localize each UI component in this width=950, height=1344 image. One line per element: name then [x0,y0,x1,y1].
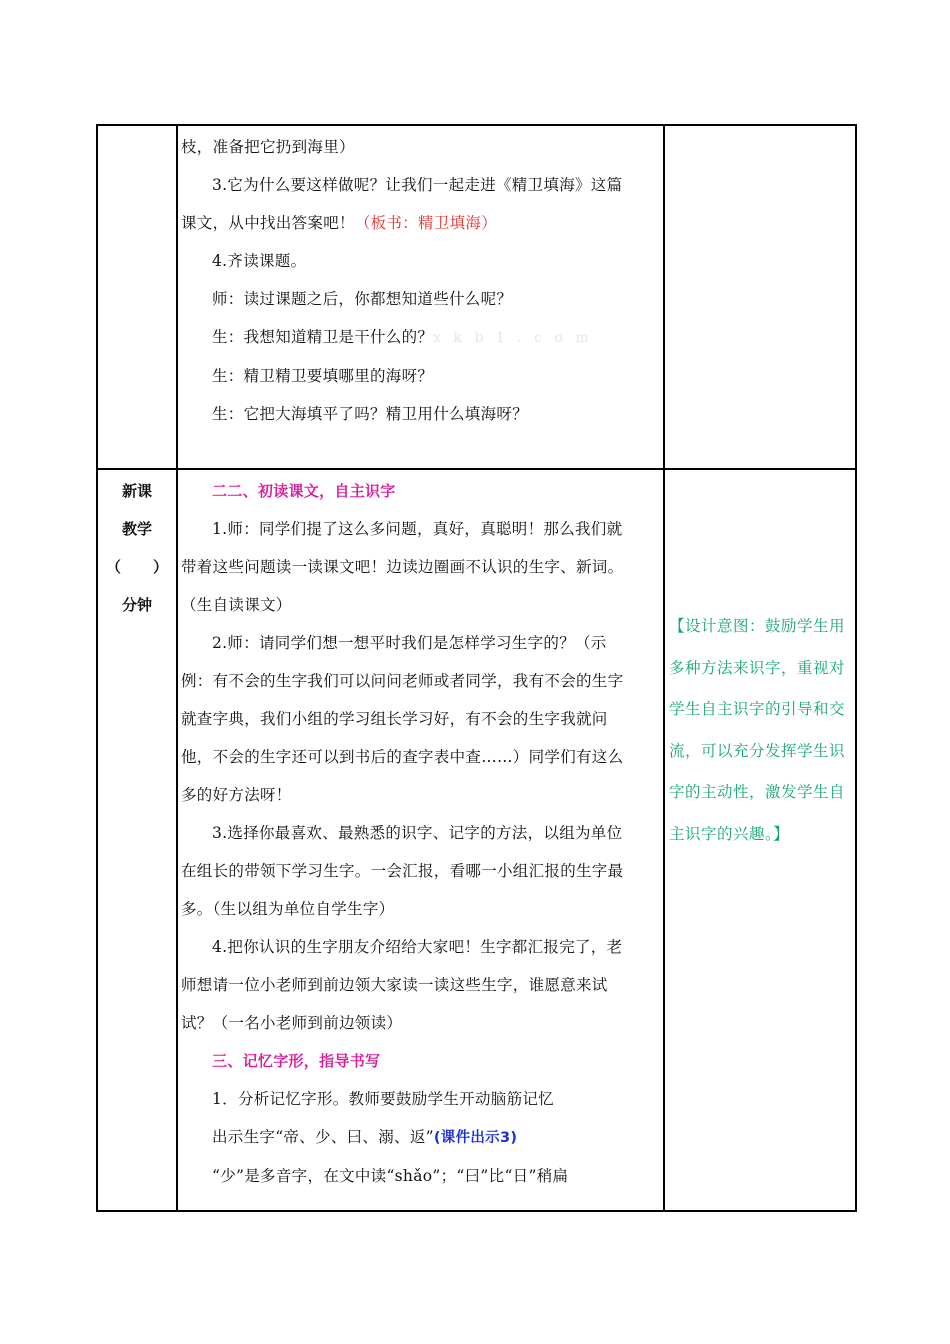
text-line: 3.它为什么要这样做呢？让我们一起走进《精卫填海》这篇 [212,176,623,194]
text-line: （生自读课文） [181,596,292,614]
courseware-note: (课件出示3) [433,1130,518,1146]
stage-label: 新课 [121,482,152,500]
table-row [97,125,856,469]
section-heading: 三、记忆字形，指导书写 [212,1052,381,1070]
text-line: 师想请一位小老师到前边领大家读一读这些生字，谁愿意来试 [181,976,608,994]
stage-label: 教学 [121,520,152,538]
design-intent-note: 【设计意图：鼓励学生用多种方法来识字，重视对学生自主识字的引导和交流，可以充分发挥学生识字的主动性，激发学生自主识字的兴趣。】 [669,617,846,843]
text-line: 枝，准备把它扔到海里） [181,138,355,156]
text-line: 多。（生以组为单位自学生字） [181,900,395,918]
text-line [181,1118,659,1157]
board-note: （板书：精卫填海） [354,214,498,232]
stage-cell [97,469,177,1211]
text-line: 师：读过课题之后，你都想知道些什么呢？ [212,290,513,308]
watermark-text: x k b 1 . c o m [433,330,593,346]
text-line: 3.选择你最喜欢、最熟悉的识字、记字的方法，以组为单位 [212,824,623,842]
paren-left: （ [106,558,122,576]
content-cell [177,125,664,469]
text-span: 课文，从中找出答案吧！ [181,214,355,232]
text-line: 4.把你认识的生字朋友介绍给大家吧！生字都汇报完了，老 [212,938,623,956]
minutes-blank [98,548,176,586]
stage-cell [97,125,177,469]
text-line [181,204,659,242]
note-cell [664,125,856,469]
text-line: 4.齐读课题。 [212,252,307,270]
text-line: 2.师：请同学们想一想平时我们是怎样学习生字的？（示 [212,634,607,652]
stage-label: 分钟 [121,596,152,614]
text-line: 生：精卫精卫要填哪里的海呀？ [212,367,434,385]
paren-right: ） [152,558,168,576]
text-line: 试？（一名小老师到前边领读） [181,1014,403,1032]
text-line: 1．分析记忆字形。教师要鼓励学生开动脑筋记忆 [212,1090,554,1108]
text-line: 1.师：同学们提了这么多问题，真好，真聪明！那么我们就 [212,520,623,538]
text-line: “少”是多音字，在文中读“shǎo”；“曰”比“日”稍扁 [212,1167,569,1185]
text-line: 就查字典，我们小组的学习组长学习好，有不会的生字我就问 [181,710,608,728]
table-row [97,469,856,1211]
content-cell [177,469,664,1211]
lesson-plan-table [96,124,857,1212]
note-cell [664,469,856,1211]
text-line: 生：它把大海填平了吗？精卫用什么填海呀？ [212,405,529,423]
text-line: 例：有不会的生字我们可以问问老师或者同学，我有不会的生字 [181,672,624,690]
text-line: 在组长的带领下学习生字。一会汇报，看哪一小组汇报的生字最 [181,862,624,880]
text-line [181,318,659,357]
text-span: 出示生字“帝、少、曰、溺、返” [212,1128,434,1146]
text-line: 带着这些问题读一读课文吧！边读边圈画不认识的生字、新词。 [181,558,624,576]
text-span: 生：我想知道精卫是干什么的？ [212,328,434,346]
section-heading: 二二、初读课文，自主识字 [212,482,396,500]
text-line: 多的好方法呀！ [181,786,292,804]
text-line: 他，不会的生字还可以到书后的查字表中查……）同学们有这么 [181,748,624,766]
